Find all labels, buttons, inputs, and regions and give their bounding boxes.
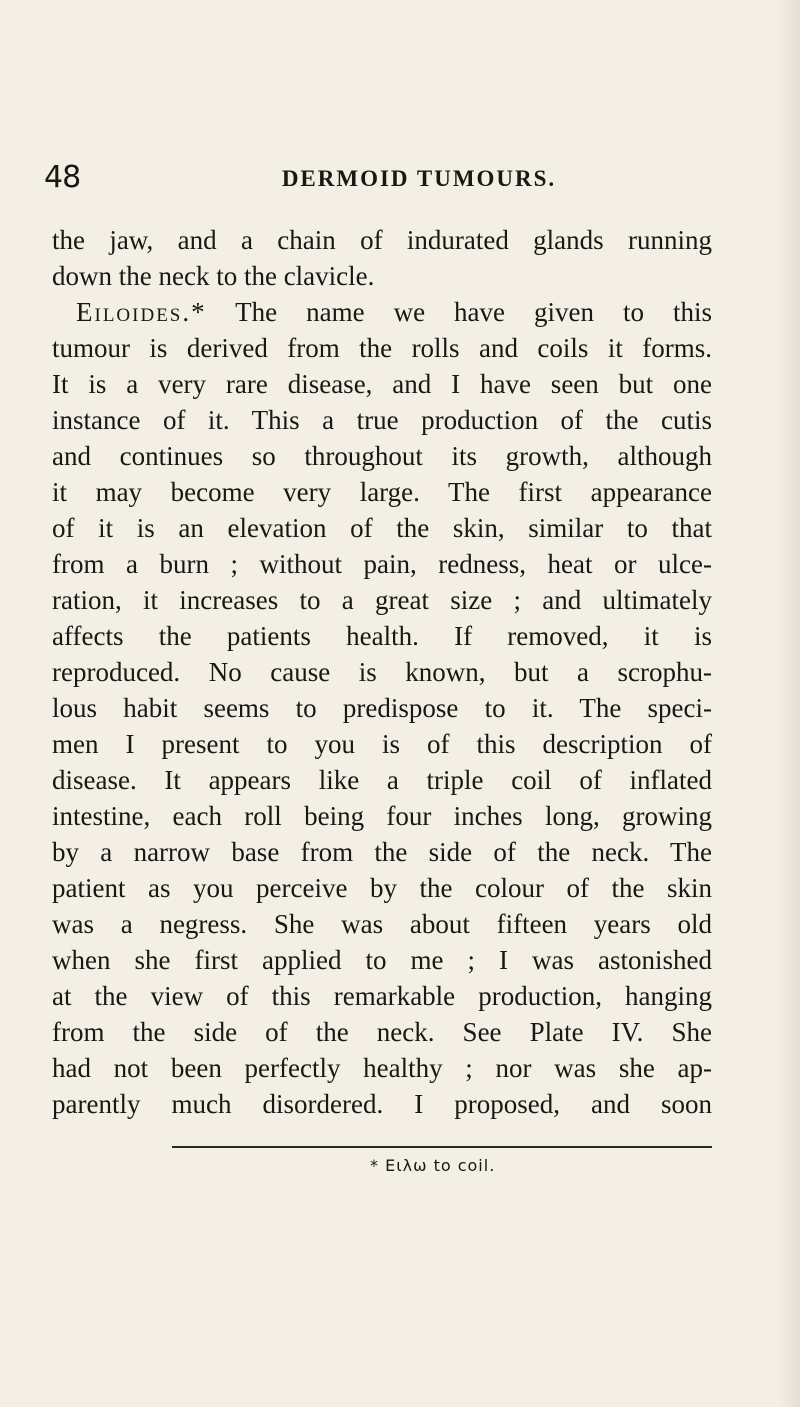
text-line: was a negress. She was about fifteen years old: [52, 909, 712, 939]
text-line: had not been perfectly healthy ; nor was she ap-: [52, 1053, 712, 1083]
text-line: [52, 294, 712, 330]
text-line: reproduced. No cause is known, but a scrophu-: [52, 657, 712, 687]
text-line: of it is an elevation of the skin, similar to that: [52, 513, 712, 543]
text-line-rest: The name we have given to this: [235, 297, 712, 327]
text-line: when she first applied to me ; I was astonished: [52, 945, 712, 975]
running-head: DERMOID TUMOURS.: [281, 166, 557, 191]
section-term: Eiloides.*: [76, 297, 207, 327]
text-line: intestine, each roll being four inches long, growing: [52, 801, 712, 831]
text-line: at the view of this remarkable production, hanging: [52, 981, 712, 1011]
text-line: it may become very large. The first appearance: [52, 477, 712, 507]
text-line: instance of it. This a true production of the cutis: [52, 405, 712, 435]
footnote: * Eιλω to coil.: [370, 1156, 496, 1175]
text-line: tumour is derived from the rolls and coils it forms.: [52, 333, 712, 363]
text-line: affects the patients health. If removed, it is: [52, 621, 712, 651]
page-edge-shadow: [778, 0, 800, 1407]
text-line: by a narrow base from the side of the neck. The: [52, 837, 712, 867]
footnote-divider: [172, 1146, 712, 1148]
text-line: lous habit seems to predispose to it. The speci-: [52, 693, 712, 723]
text-line: the jaw, and a chain of indurated glands running: [52, 225, 712, 255]
text-line: ration, it increases to a great size ; and ultimately: [52, 585, 712, 615]
page-header: [44, 160, 734, 200]
text-line: and continues so throughout its growth, although: [52, 441, 712, 471]
text-line: from the side of the neck. See Plate IV. She: [52, 1017, 712, 1047]
text-line: down the neck to the clavicle.: [52, 261, 375, 291]
text-line: disease. It appears like a triple coil of inflated: [52, 765, 712, 795]
text-line: It is a very rare disease, and I have seen but one: [52, 369, 712, 399]
body-text: [52, 222, 712, 1122]
text-line: patient as you perceive by the colour of the skin: [52, 873, 712, 903]
page-number: 48: [44, 160, 81, 195]
text-line: men I present to you is of this description of: [52, 729, 712, 759]
text-line: from a burn ; without pain, redness, heat or ulce-: [52, 549, 712, 579]
text-line: parently much disordered. I proposed, and soon: [52, 1089, 712, 1119]
